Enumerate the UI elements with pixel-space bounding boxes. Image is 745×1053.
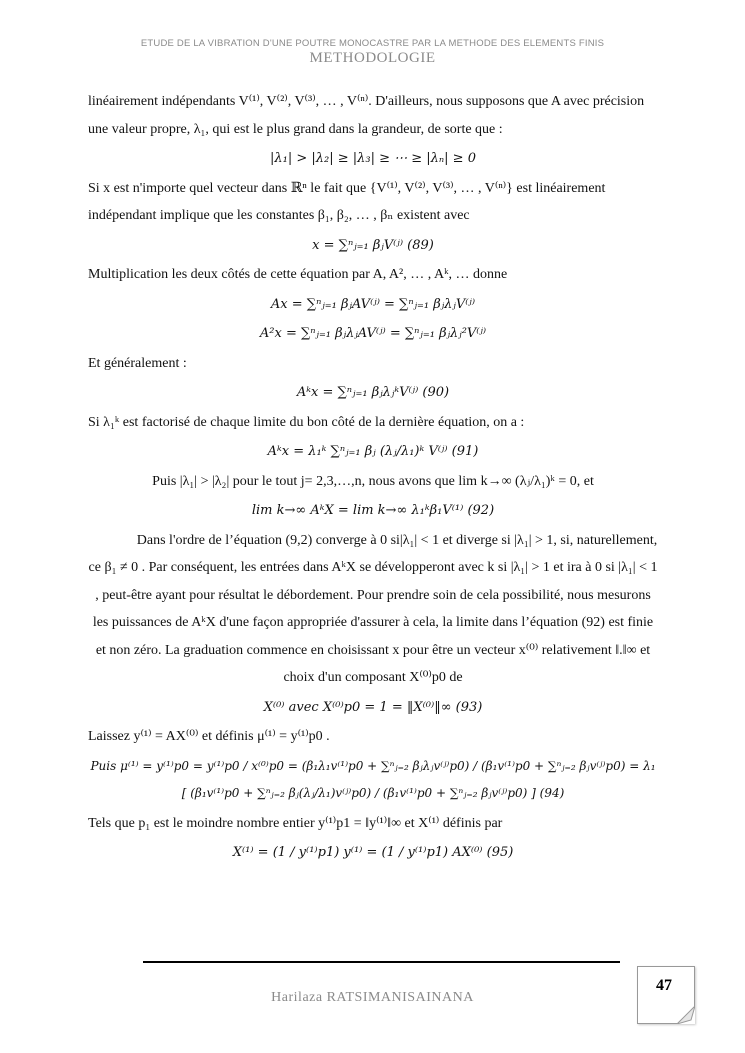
page-header xyxy=(0,38,745,67)
paragraph-7: Dans l'ordre de l’équation (9,2) converge à 0 si|λ₁| < 1 et diverge si |λ₁| > 1, si, naturellement, ce β₁ ≠ 0 . Par conséquent, les entrées dans AᵏX se développeront avec k si |λ₁| > 1 et ira à 0 si |λ₁| < 1 , peut-être ayant pour résultat le débordement. Pour prendre soin de cela possibilité, nous mesurons les puissances de AᵏX d'une façon appropriée d'assurer à cela, la limite dans l’équation (92) est finie et non zéro. La graduation commence en choisissant x pour être un vecteur x⁽⁰⁾ relativement ‖.‖∞ et choix d'un composant X⁽⁰⁾p0 de xyxy=(88,532,658,685)
paragraph-6: Puis |λ₁| > |λ₂| pour le tout j= 2,3,…,n, nous avons que lim k→∞ (λⱼ/λ₁)ᵏ = 0, et xyxy=(152,473,594,489)
equation-ax: Ax = ∑ⁿⱼ₌₁ βⱼAV⁽ʲ⁾ = ∑ⁿⱼ₌₁ βⱼλⱼV⁽ʲ⁾ xyxy=(270,296,476,312)
equation-a2x: A²x = ∑ⁿⱼ₌₁ βⱼλⱼAV⁽ʲ⁾ = ∑ⁿⱼ₌₁ βⱼλⱼ²V⁽ʲ⁾ xyxy=(259,326,487,341)
paragraph-1: linéairement indépendants V⁽¹⁾, V⁽²⁾, V⁽³⁾, … , V⁽ⁿ⁾. D'ailleurs, nous supposons que A avec précision une valeur propre, λ₁, qui est le plus grand dans la grandeur, de sorte que : xyxy=(88,94,645,137)
paragraph-9: Tels que p₁ est le moindre nombre entier y⁽¹⁾p1 = ‖y⁽¹⁾‖∞ et X⁽¹⁾ définis par xyxy=(88,815,503,831)
document-subtitle: ETUDE DE LA VIBRATION D'UNE POUTRE MONOCASTRE PAR LA METHODE DES ELEMENTS FINIS xyxy=(140,38,605,49)
equation-93: X⁽⁰⁾ avec X⁽⁰⁾p0 = 1 = ‖X⁽⁰⁾‖∞ (93) xyxy=(263,699,483,715)
equation-90: Aᵏx = ∑ⁿⱼ₌₁ βⱼλⱼᵏV⁽ʲ⁾ (90) xyxy=(296,385,450,400)
footer-divider xyxy=(143,961,620,963)
equation-89: x = ∑ⁿⱼ₌₁ βⱼV⁽ʲ⁾ (89) xyxy=(312,237,434,253)
equation-95: X⁽¹⁾ = (1 / y⁽¹⁾p1) y⁽¹⁾ = (1 / y⁽¹⁾p1) AX⁽⁰⁾ (95) xyxy=(232,845,514,860)
equation-94: Puis μ⁽¹⁾ = y⁽¹⁾p0 = y⁽¹⁾p0 / x⁽⁰⁾p0 = (β₁λ₁v⁽¹⁾p0 + ∑ⁿⱼ₌₂ βⱼλⱼv⁽ʲ⁾p0) / (β₁v⁽¹⁾p0 + ∑ⁿⱼ₌₂ βⱼv⁽ʲ⁾p0) = λ₁ [ (β₁v⁽¹⁾p0 + ∑ⁿⱼ₌₂ βⱼ(λⱼ/λ₁)v⁽ʲ⁾p0) / (β₁v⁽¹⁾p0 + ∑ⁿⱼ₌₂ βⱼv⁽ʲ⁾p0) ] (94) xyxy=(90,758,656,800)
equation-inequality: |λ₁| > |λ₂| ≥ |λ₃| ≥ ⋯ ≥ |λₙ| ≥ 0 xyxy=(270,151,476,166)
equation-91: Aᵏx = λ₁ᵏ ∑ⁿⱼ₌₁ βⱼ (λⱼ/λ₁)ᵏ V⁽ʲ⁾ (91) xyxy=(267,444,479,459)
paragraph-4: Et généralement : xyxy=(88,355,187,371)
chapter-title: METHODOLOGIE xyxy=(309,50,436,66)
page-curl-icon xyxy=(677,1006,695,1024)
page-number: 47 xyxy=(656,977,672,994)
footer-author: Harilaza RATSIMANISAINANA xyxy=(271,990,474,1005)
paragraph-3: Multiplication les deux côtés de cette équation par A, A², … , Aᵏ, … donne xyxy=(88,267,508,282)
equation-92: lim k→∞ AᵏX = lim k→∞ λ₁ᵏβ₁V⁽¹⁾ (92) xyxy=(251,503,495,518)
page-body xyxy=(88,88,658,869)
paragraph-5: Si λ₁ᵏ est factorisé de chaque limite du bon côté de la dernière équation, on a : xyxy=(88,414,525,430)
page-number-box xyxy=(637,966,695,1024)
paragraph-2: Si x est n'importe quel vecteur dans ℝⁿ le fait que {V⁽¹⁾, V⁽²⁾, V⁽³⁾, … , V⁽ⁿ⁾} est linéairement indépendant implique que les constantes β₁, β₂, … , βₙ existent avec xyxy=(88,180,606,223)
paragraph-8: Laissez y⁽¹⁾ = AX⁽⁰⁾ et définis μ⁽¹⁾ = y⁽¹⁾p0 . xyxy=(88,729,330,744)
